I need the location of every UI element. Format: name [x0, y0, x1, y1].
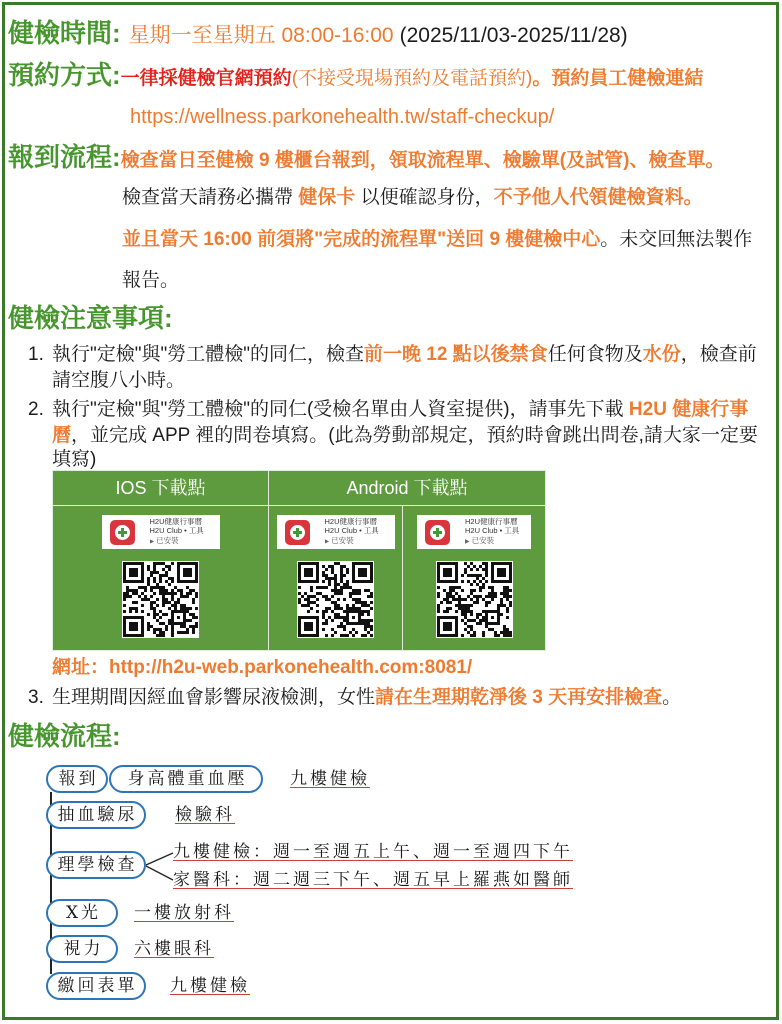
booking-method: 一律採健檢官網預約	[120, 68, 292, 89]
checkin-line-1: 檢查當日至健檢 9 樓櫃台報到，領取流程單、檢驗單(及試管)、檢查單。	[120, 150, 725, 171]
app-name: H2U健康行事曆	[465, 516, 518, 526]
checkin-heading: 報到流程:	[8, 142, 121, 172]
notice-1-text-c: 任何食物及	[547, 344, 643, 365]
flow-location-physical-2: 家醫科：週二週三下午、週五早上羅燕如醫師	[173, 870, 573, 890]
download-table	[52, 470, 546, 651]
android-qr-code-1	[297, 561, 374, 638]
notice-3-highlight: 請在生理期乾淨後 3 天再安排檢查	[375, 687, 663, 708]
flow-step-vitals: 身高體重血壓	[109, 765, 263, 793]
app-card-text	[325, 517, 379, 548]
app-icon-cross-bar	[293, 531, 302, 534]
app-install-status	[150, 536, 204, 548]
h2u-app-icon	[285, 520, 310, 545]
flow-step-blood-urine: 抽血驗尿	[46, 801, 146, 829]
notices-heading	[8, 302, 173, 338]
booking-link-intro: 。預約員工健檢連結	[532, 68, 704, 89]
flow-location-radiology: 一樓放射科	[134, 903, 234, 923]
flow-location-vitals: 九樓健檢	[290, 769, 370, 789]
notice-1-line-1	[52, 342, 757, 368]
android-download-cell-1	[269, 506, 403, 650]
app-status-text: 已安裝	[471, 535, 495, 545]
flow-step-physical: 理學檢查	[46, 851, 146, 879]
checkin-line-3-post: 。未交回無法製作	[600, 229, 753, 250]
android-qr-code-2	[436, 561, 513, 638]
branch-line-lower	[146, 866, 173, 880]
flow-location-eye-clinic: 六樓眼科	[134, 939, 214, 959]
app-install-status	[325, 536, 379, 548]
booking-row	[8, 59, 703, 95]
notice-1-text-a: 執行"定檢"與"勞工體檢"的同仁，檢查	[52, 344, 364, 365]
flow-heading	[8, 720, 121, 756]
app-meta: H2U Club • 工具	[324, 526, 379, 536]
h2u-app-icon	[425, 520, 450, 545]
checkin-line-4: 報告。	[122, 270, 180, 291]
app-name: H2U健康行事曆	[324, 516, 378, 526]
booking-url[interactable]: https://wellness.parkonehealth.tw/staff-checkup/	[130, 106, 555, 128]
notice-1-line-2: 請空腹八小時。	[52, 370, 186, 391]
app-store-card	[102, 515, 220, 549]
flow-heading-text: 健檢流程:	[8, 721, 121, 751]
flow-location-lab: 檢驗科	[175, 805, 235, 825]
notice-1-water: 水份	[642, 344, 681, 365]
booking-heading: 預約方式:	[8, 60, 121, 90]
booking-note: (不接受現場預約及電話預約)	[291, 68, 533, 89]
checkin-line-2-pre: 檢查當天請務必攜帶	[122, 187, 299, 208]
checkin-line-2-warning: 不予他人代領健檢資料。	[493, 187, 703, 208]
notice-1-number: 1.	[28, 344, 44, 365]
app-install-status	[465, 536, 519, 548]
notice-1-text-e: ，檢查前	[680, 344, 757, 365]
play-store-icon: ▶	[465, 538, 470, 545]
play-store-card	[277, 515, 395, 549]
app-icon-cross-bar	[433, 531, 442, 534]
checkin-line-3	[122, 227, 752, 253]
h2u-web-url[interactable]: 網址：http://h2u-web.parkonehealth.com:8081/	[52, 657, 473, 678]
qr-code-modules	[123, 562, 198, 637]
play-store-icon: ▶	[149, 538, 155, 545]
qr-code-graphic	[437, 562, 512, 637]
notice-2-line-3: 填寫)	[52, 449, 97, 470]
notice-3-number: 3.	[28, 687, 44, 708]
notice-2-text-a: 執行"定檢"與"勞工體檢"的同仁(受檢名單由人資室提供)，請事先下載	[52, 399, 629, 420]
ios-download-cell	[53, 506, 269, 650]
qr-code-modules	[437, 562, 512, 637]
qr-code-graphic	[298, 562, 373, 637]
app-card-text	[150, 517, 204, 548]
notice-2-line-1	[52, 397, 748, 423]
notice-3-text-a: 生理期間因經血會影響尿液檢測，女性	[52, 687, 376, 708]
qr-code-modules	[298, 562, 373, 637]
app-name: H2U健康行事曆	[149, 516, 203, 526]
schedule-date-range: (2025/11/03-2025/11/28)	[399, 24, 628, 47]
play-store-card	[417, 515, 531, 549]
checkin-row	[8, 141, 724, 177]
checkin-line-2	[122, 185, 703, 211]
branch-line-upper	[146, 853, 173, 865]
app-meta: H2U Club • 工具	[465, 526, 520, 536]
checkin-line-3-warning: 並且當天 16:00 前須將"完成的流程單"送回 9 樓健檢中心	[122, 229, 601, 250]
checkin-line-2-mid: 以便確認身份，	[355, 187, 494, 208]
notice-2-number: 2.	[28, 399, 44, 420]
notice-2-app-name-end: 曆	[52, 425, 72, 446]
android-download-cell-2	[403, 506, 545, 650]
flow-location-physical-1: 九樓健檢：週一至週五上午、週一至週四下午	[173, 842, 573, 862]
app-card-text	[465, 517, 519, 548]
notice-3-text-c: 。	[662, 687, 682, 708]
ios-qr-code	[122, 561, 199, 638]
flow-step-xray: X光	[46, 899, 118, 927]
flow-step-vision: 視力	[46, 935, 118, 963]
notices-heading-text: 健檢注意事項:	[8, 303, 173, 333]
notice-2-text-b: ，並完成 APP 裡的問卷填寫。(此為勞動部規定，預約時會跳出問卷,請大家一定要	[71, 425, 758, 446]
notice-2-app-name: H2U 健康行事	[628, 399, 749, 420]
qr-code-graphic	[123, 562, 198, 637]
android-download-header: Android 下載點	[269, 471, 545, 506]
play-store-icon: ▶	[324, 538, 330, 545]
flow-step-checkin: 報到	[46, 765, 108, 793]
flow-location-return: 九樓健檢	[170, 976, 250, 996]
ios-download-header: IOS 下載點	[53, 471, 269, 506]
checkin-health-card: 健保卡	[298, 187, 356, 208]
app-meta: H2U Club • 工具	[149, 526, 204, 536]
app-icon-cross-bar	[118, 531, 127, 534]
notice-3-line-1	[52, 685, 681, 711]
flow-step-return-form: 繳回表單	[46, 972, 146, 1000]
schedule-heading: 健檢時間:	[8, 18, 121, 48]
schedule-days-time: 星期一至星期五 08:00-16:00	[128, 24, 394, 47]
app-status-text: 已安裝	[156, 535, 179, 545]
notice-2-line-2	[52, 423, 758, 449]
notice-1-fasting: 前一晚 12 點以後禁食	[363, 344, 548, 365]
h2u-app-icon	[110, 520, 135, 545]
schedule-row	[8, 17, 628, 53]
flow-branch-connector	[146, 846, 176, 886]
app-status-text: 已安裝	[331, 535, 354, 545]
